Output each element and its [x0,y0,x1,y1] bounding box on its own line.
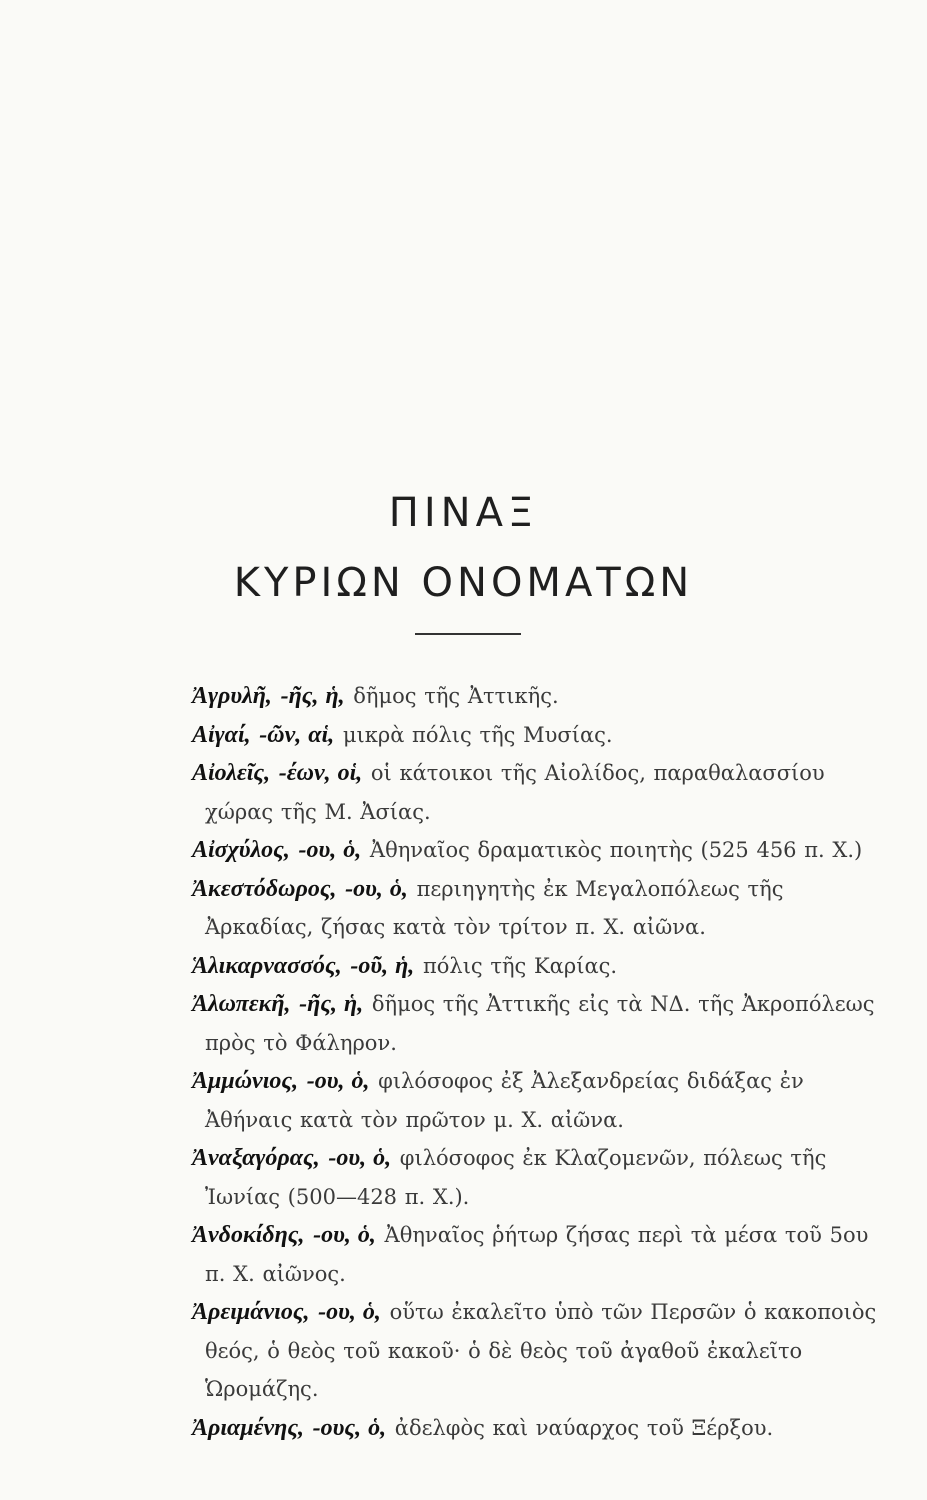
entry-headword: Αἰσχύλος, [192,837,290,863]
entry-definition: φιλόσοφος ἐξ Ἀλεξανδρείας διδάξας ἐν Ἀθήναις κατὰ τὸν πρῶτον μ. Χ. αἰῶνα. [205,1069,804,1132]
entry-list [192,677,882,1447]
list-item [192,985,882,1062]
entry-grammar: -ου, ὁ, [313,1222,376,1248]
title-rule [415,633,521,635]
entry-definition: Ἀθηναῖος ῥήτωρ ζήσας περὶ τὰ μέσα τοῦ 5ου π. Χ. αἰῶνος. [205,1223,869,1286]
entry-headword: Ἀλωπεκῆ, [192,991,291,1017]
entry-grammar: -έων, οἱ, [278,760,363,786]
list-item [192,1216,882,1293]
entry-grammar: -ους, ὁ, [312,1414,387,1441]
entry-grammar: -ου, ὁ, [298,837,362,863]
list-item [192,1062,882,1139]
entry-headword: Ἀγρυλῆ, [192,683,272,709]
entry-definition: δῆμος τῆς Ἀττικῆς εἰς τὰ ΝΔ. τῆς Ἀκροπόλεως πρὸς τὸ Φάληρον. [205,992,875,1055]
list-item [192,1139,882,1216]
entry-grammar: -ου, ὁ, [345,875,408,902]
entry-grammar: -ου, ὁ, [328,1145,392,1171]
entry-definition: μικρὰ πόλις τῆς Μυσίας. [342,722,613,747]
entry-headword: Ἀμμώνιος, [192,1068,299,1094]
entry-definition: ἀδελφὸς καὶ ναύαρχος τοῦ Ξέρξου. [394,1415,774,1440]
page-subtitle: ΚΥΡΙΩΝ ΟΝΟΜΑΤΩΝ [233,560,694,606]
entry-headword: Ἁλικαρνασσός, [192,952,342,979]
list-item [192,677,882,716]
list-item [192,831,882,870]
entry-headword: Ἀρειμάνιος, [192,1299,310,1325]
list-item [192,870,882,947]
entry-definition: πόλις τῆς Καρίας. [422,953,618,978]
entry-definition: οἱ κάτοικοι τῆς Αἰολίδος, παραθαλασσίου χώρας τῆς Μ. Ἀσίας. [205,761,825,824]
entry-headword: Ἀναξαγόρας, [192,1145,320,1171]
list-item [192,1293,882,1409]
list-item [192,947,882,986]
entry-definition: περιηγητὴς ἐκ Μεγαλοπόλεως τῆς Ἀρκαδίας, ζήσας κατὰ τὸν τρίτον π. Χ. αἰῶνα. [205,876,784,939]
entry-definition: δῆμος τῆς Ἀττικῆς. [353,684,559,708]
entry-headword: Αἰολεῖς, [192,760,271,786]
entry-grammar: -ου, ὁ, [306,1068,370,1094]
list-item [192,754,882,831]
list-item [192,1409,882,1448]
entry-headword: Ἀκεστόδωρος, [192,875,337,902]
entry-grammar: -ῆς, ἡ, [280,683,345,709]
entry-definition: Ἀθηναῖος δραματικὸς ποιητὴς (525 456 π. Χ.) [369,838,863,862]
entry-definition: οὕτω ἐκαλεῖτο ὑπὸ τῶν Περσῶν ὁ κακοποιὸς θεός, ὁ θεὸς τοῦ κακοῦ· ὁ δὲ θεὸς τοῦ ἀγαθοῦ ἐκαλεῖτο Ὡρομάζης. [205,1300,877,1401]
entry-headword: Ἀνδοκίδης, [192,1222,305,1248]
page-title: ΠΙΝΑΞ [388,490,539,536]
entry-definition: φιλόσοφος ἐκ Κλαζομενῶν, πόλεως τῆς Ἰωνίας (500—428 π. Χ.). [205,1146,827,1209]
entry-grammar: -ου, ὁ, [318,1299,381,1325]
list-item [192,716,882,755]
entry-grammar: -ῶν, αἱ, [259,721,335,748]
entry-headword: Ἀριαμένης, [192,1414,305,1441]
entry-grammar: -οῦ, ἡ, [350,952,415,979]
entry-grammar: -ῆς, ἡ, [299,991,364,1017]
entry-headword: Αἰγαί, [192,721,251,748]
